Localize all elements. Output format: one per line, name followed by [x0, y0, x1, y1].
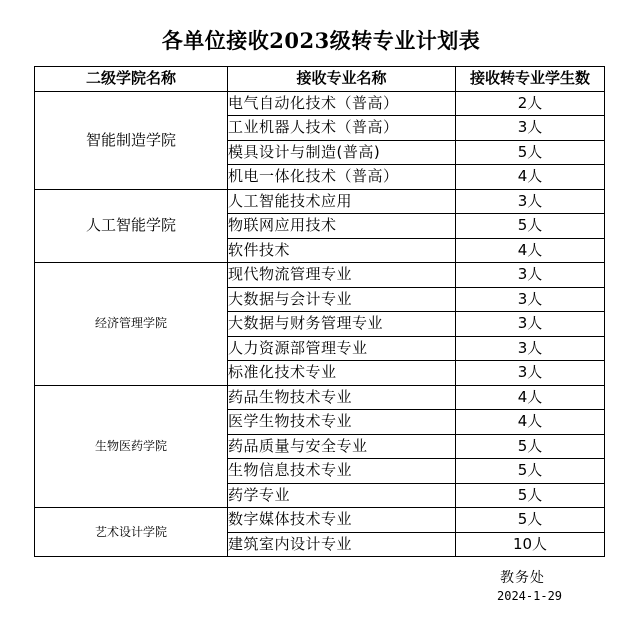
- count-cell: 3人: [456, 336, 605, 361]
- table-row: [35, 263, 605, 288]
- count-cell: 3人: [456, 312, 605, 337]
- header-major: 接收专业名称: [228, 67, 456, 92]
- count-cell: 3人: [456, 361, 605, 386]
- major-cell: 大数据与财务管理专业: [228, 312, 456, 337]
- major-cell: 物联网应用技术: [228, 214, 456, 239]
- count-cell: 4人: [456, 410, 605, 435]
- issuing-office: 教务处: [500, 570, 545, 586]
- count-cell: 5人: [456, 214, 605, 239]
- page-title: 各单位接收2023级转专业计划表: [161, 28, 481, 53]
- issue-date: 2024-1-29: [497, 589, 563, 603]
- major-cell: 模具设计与制造(普高): [228, 140, 456, 165]
- table-row: [35, 385, 605, 410]
- count-cell: 5人: [456, 140, 605, 165]
- count-cell: 3人: [456, 116, 605, 141]
- major-cell: 标准化技术专业: [228, 361, 456, 386]
- count-cell: 5人: [456, 434, 605, 459]
- major-cell: 人力资源部管理专业: [228, 336, 456, 361]
- major-cell: 生物信息技术专业: [228, 459, 456, 484]
- count-cell: 4人: [456, 165, 605, 190]
- college-cell: 人工智能学院: [35, 189, 228, 263]
- college-cell: 经济管理学院: [35, 263, 228, 386]
- count-cell: 3人: [456, 287, 605, 312]
- major-cell: 大数据与会计专业: [228, 287, 456, 312]
- major-cell: 建筑室内设计专业: [228, 532, 456, 557]
- major-cell: 现代物流管理专业: [228, 263, 456, 288]
- college-cell: 生物医药学院: [35, 385, 228, 508]
- major-cell: 药品生物技术专业: [228, 385, 456, 410]
- count-cell: 4人: [456, 238, 605, 263]
- count-cell: 4人: [456, 385, 605, 410]
- college-cell: 智能制造学院: [35, 91, 228, 189]
- table-row: [35, 91, 605, 116]
- count-cell: 3人: [456, 189, 605, 214]
- major-cell: 药品质量与安全专业: [228, 434, 456, 459]
- major-cell: 机电一体化技术（普高）: [228, 165, 456, 190]
- major-cell: 医学生物技术专业: [228, 410, 456, 435]
- count-cell: 2人: [456, 91, 605, 116]
- count-cell: 10人: [456, 532, 605, 557]
- count-cell: 5人: [456, 459, 605, 484]
- major-cell: 人工智能技术应用: [228, 189, 456, 214]
- major-cell: 药学专业: [228, 483, 456, 508]
- major-cell: 数字媒体技术专业: [228, 508, 456, 533]
- major-cell: 电气自动化技术（普高）: [228, 91, 456, 116]
- count-cell: 3人: [456, 263, 605, 288]
- major-cell: 软件技术: [228, 238, 456, 263]
- header-row: [35, 67, 605, 92]
- table-row: [35, 189, 605, 214]
- transfer-plan-table: [34, 66, 605, 557]
- count-cell: 5人: [456, 508, 605, 533]
- college-cell: 艺术设计学院: [35, 508, 228, 557]
- header-college: 二级学院名称: [35, 67, 228, 92]
- count-cell: 5人: [456, 483, 605, 508]
- major-cell: 工业机器人技术（普高）: [228, 116, 456, 141]
- header-count: 接收转专业学生数: [456, 67, 605, 92]
- table-row: [35, 508, 605, 533]
